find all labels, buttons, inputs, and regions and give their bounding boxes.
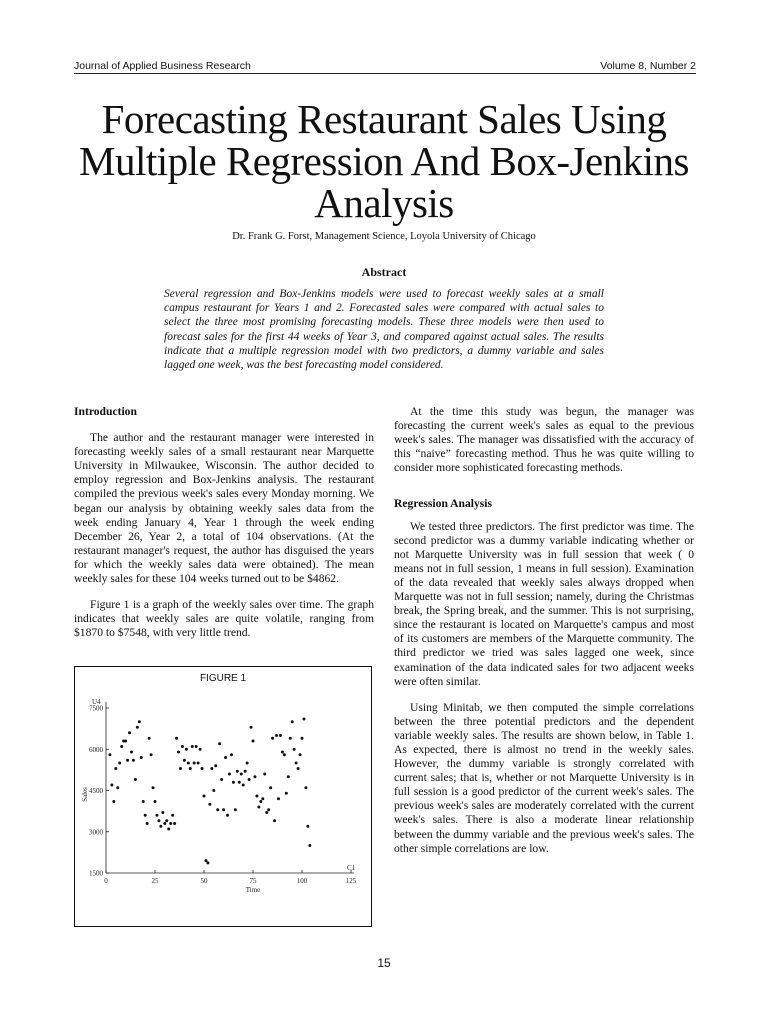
scatter-point (234, 808, 237, 811)
abstract-body: Several regression and Box-Jenkins models were used to forecast weekly sales at a small campus restaurant for Years 1 and 2. Forecasted sales were compared with actual sales to select the three most promising forecasting models. These three models were then used to forecast sales for the first 44 weeks of Year 3, and compared against actual sales. The results indicate that a multiple regression model with two predictors, a dummy variable and sales lagged one week, was the best forecasting model considered. (164, 288, 604, 372)
scatter-point (187, 762, 190, 765)
scatter-point (130, 751, 133, 754)
scatter-point (302, 718, 305, 721)
scatter-point (261, 797, 264, 800)
scatter-point (246, 762, 249, 765)
x-tick-label: 0 (104, 877, 108, 885)
scatter-point (189, 767, 192, 770)
scatter-point (181, 745, 184, 748)
scatter-point (146, 822, 149, 825)
scatter-point (271, 737, 274, 740)
scatter-point (283, 753, 286, 756)
scatter-point (295, 762, 298, 765)
x-axis-label: Time (245, 886, 261, 894)
paper-title: Forecasting Restaurant Sales Using Multiple Regression And Box-Jenkins Analysis (78, 96, 689, 226)
scatter-point (269, 786, 272, 789)
scatter-point (128, 731, 131, 734)
intro-paragraph-1: The author and the restaurant manager were interested in forecasting weekly sales of a small restaurant near Marquette University in Milwaukee, Wisconsin. The author decided to employ regression and Box-Jenkins analysis. The restaurant compiled the previous week's sales every Monday morning. We began our analysis by obtaining weekly sales data from the week ending January 4, Year 1 through the week ending December 26, Year 2, a total of 104 observations. (At the restaurant manager's request, the author has disguised the years for which the weekly sales data were obtained). The mean weekly sales for these 104 weeks turned out to be $4862. (74, 431, 374, 586)
x-tick-label: 100 (296, 877, 308, 885)
scatter-point (210, 767, 213, 770)
x-tick-label: 50 (200, 877, 208, 885)
scatter-point (144, 814, 147, 817)
abstract-heading: Abstract (361, 265, 407, 279)
scatter-point (248, 778, 251, 781)
scatter-point (136, 726, 139, 729)
scatter-point (257, 806, 260, 809)
scatter-point (306, 825, 309, 828)
scatter-point (297, 767, 300, 770)
scatter-point (183, 759, 186, 762)
regression-paragraph-2: Using Minitab, we then computed the simple correlations between the three potential predictors and the dependent variable weekly sales. The results are shown below, in Table 1. As expected, there is almost no trend in the weekly sales. However, the dummy variable is strongly correlated with current sales; that is, whether or not Marquette University is in full session is a good predictor of the current week's sales. The previous week's sales are moderately correlated with the current week's sales. There is also a moderate linear relationship between the dummy variable and the previous week's sales. The other simple correlations are low. (394, 700, 694, 855)
scatter-point (216, 808, 219, 811)
scatter-point (112, 800, 115, 803)
scatter-point (287, 775, 290, 778)
scatter-point (236, 770, 239, 773)
scatter-point (250, 726, 253, 729)
scatter-point (167, 828, 170, 831)
scatter-point (291, 720, 294, 723)
scatter-point (132, 759, 135, 762)
x-tick-label: 75 (249, 877, 257, 885)
scatter-point (152, 786, 155, 789)
scatter-point (242, 784, 245, 787)
scatter-point (169, 822, 172, 825)
x-tick-label: 125 (345, 877, 357, 885)
regression-paragraph-1: We tested three predictors. The first predictor was time. The second predictor was a dummy variable indicating whether or not Marquette University was in full session that week ( 0 means not in full session, 1 means in full session). Examination of the data revealed that weekly sales always dropped when Marquette was not in full session; namely, during the Christmas break, the Spring break, and the summer. This is not surprising, since the restaurant is located on Marquette's campus and most of its customers are members of the Marquette community. The third predictor we tried was sales lagged one week, since examination of the data indicated sales for two adjacent weeks were often similar. (394, 519, 694, 688)
scatter-point (244, 770, 247, 773)
scatter-point (218, 742, 221, 745)
scatter-point (304, 786, 307, 789)
x-tick-label: 25 (151, 877, 159, 885)
scatter-point (171, 814, 174, 817)
author-line: Dr. Frank G. Forst, Management Science, Loyola University of Chicago (232, 231, 536, 242)
y-unit-label: U4 (92, 698, 101, 706)
scatter-point (110, 784, 113, 787)
scatter-point (289, 737, 292, 740)
scatter-point (279, 734, 282, 737)
introduction-heading: Introduction (74, 405, 137, 418)
scatter-point (232, 781, 235, 784)
scatter-point (116, 786, 119, 789)
scatter-point (212, 789, 215, 792)
scatter-point (185, 748, 188, 751)
scatter-point (224, 756, 227, 759)
scatter-point (193, 762, 196, 765)
scatter-point (203, 795, 206, 798)
scatter-point (265, 811, 268, 814)
scatter-point (126, 759, 129, 762)
scatter-point (142, 800, 145, 803)
corner-label: C1 (347, 864, 356, 872)
scatter-point (191, 745, 194, 748)
scatter-point (267, 808, 270, 811)
scatter-point (161, 811, 164, 814)
scatter-point (293, 748, 296, 751)
scatter-point (159, 825, 162, 828)
y-tick-label: 3000 (89, 828, 103, 837)
scatter-point (240, 773, 243, 776)
intro-paragraph-3: At the time this study was begun, the manager was forecasting the current week's sales as equal to the previous week's sales. The manager was dissatisfied with the accuracy of this “naive” forecasting method. Thus he was quite willing to consider more sophisticated forecasting methods. (394, 405, 694, 475)
scatter-point (252, 740, 255, 743)
scatter-point (230, 753, 233, 756)
scatter-point (108, 753, 111, 756)
scatter-point (214, 764, 217, 767)
figure-caption: FIGURE 1 (199, 673, 247, 684)
scatter-point (165, 819, 168, 822)
scatter-point (154, 800, 157, 803)
scatter-point (299, 753, 302, 756)
journal-name: Journal of Applied Business Research (74, 60, 251, 72)
y-tick-label: 6000 (89, 745, 103, 754)
sales-scatter-plot (75, 667, 371, 926)
scatter-point (228, 773, 231, 776)
scatter-point (206, 861, 209, 864)
scatter-point (175, 737, 178, 740)
scatter-point (138, 720, 141, 723)
regression-heading: Regression Analysis (394, 497, 493, 511)
scatter-point (238, 781, 241, 784)
scatter-point (148, 737, 151, 740)
scatter-point (301, 737, 304, 740)
scatter-point (263, 773, 266, 776)
scatter-point (259, 800, 262, 803)
scatter-point (179, 767, 182, 770)
scatter-point (208, 803, 211, 806)
scatter-point (150, 753, 153, 756)
scatter-point (253, 775, 256, 778)
figure-1 (74, 666, 372, 927)
scatter-point (140, 756, 143, 759)
scatter-point (285, 792, 288, 795)
scatter-point (155, 814, 158, 817)
scatter-point (197, 762, 200, 765)
scatter-point (275, 734, 278, 737)
intro-paragraph-2: Figure 1 is a graph of the weekly sales over time. The graph indicates that weekly sales are quite volatile, ranging from $1870 to $7548, with very little trend. (74, 598, 374, 640)
scatter-point (163, 822, 166, 825)
scatter-point (226, 814, 229, 817)
y-tick-label: 1500 (89, 869, 103, 878)
scatter-point (173, 822, 176, 825)
scatter-point (195, 745, 198, 748)
scatter-point (120, 745, 123, 748)
scatter-point (199, 748, 202, 751)
y-tick-label: 7500 (89, 704, 103, 713)
scatter-point (118, 762, 121, 765)
scatter-point (281, 751, 284, 754)
scatter-point (277, 797, 280, 800)
running-head (74, 60, 696, 74)
scatter-point (157, 819, 160, 822)
scatter-point (124, 740, 127, 743)
scatter-point (308, 844, 311, 847)
y-tick-label: 4500 (89, 787, 103, 795)
left-column (74, 405, 374, 640)
scatter-point (134, 778, 137, 781)
y-axis-label: Sales (81, 787, 89, 802)
scatter-point (222, 808, 225, 811)
volume-number: Volume 8, Number 2 (600, 60, 696, 72)
scatter-point (177, 751, 180, 754)
scatter-point (220, 778, 223, 781)
scatter-point (273, 819, 276, 822)
page-number: 15 (377, 956, 391, 970)
scatter-point (201, 767, 204, 770)
right-column (394, 405, 694, 856)
scatter-point (255, 795, 258, 798)
scatter-point (114, 767, 117, 770)
